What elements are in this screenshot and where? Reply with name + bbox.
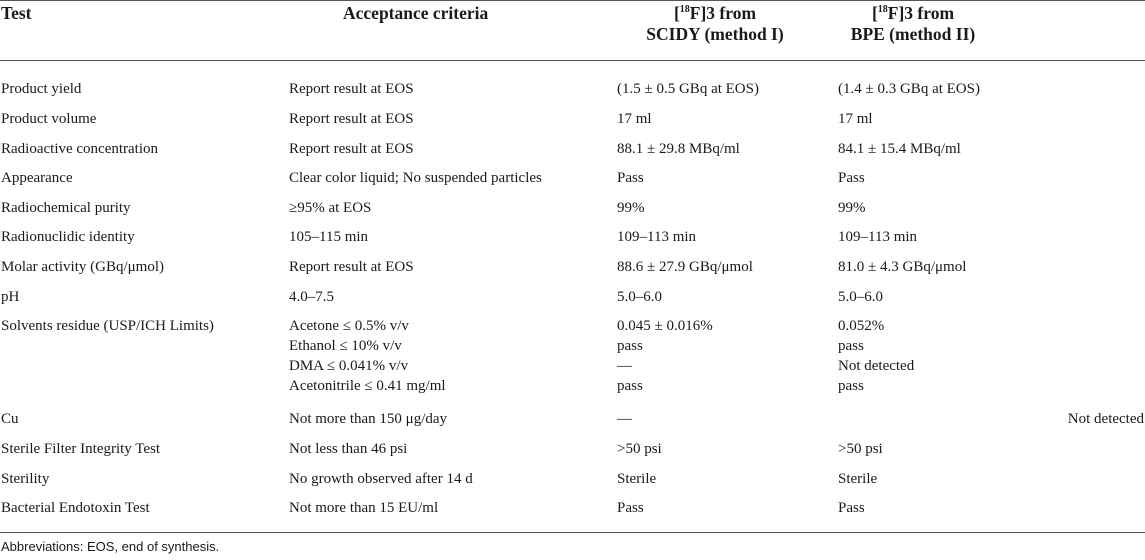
table-row-method2: Sterile xyxy=(838,471,878,487)
table-row-method1: 17 ml xyxy=(617,111,652,127)
solvents-line-criteria: Acetone ≤ 0.5% v/v xyxy=(289,318,409,334)
table-row-method1: 5.0–6.0 xyxy=(617,289,662,305)
cu-method1: — xyxy=(617,411,632,427)
table-row-method2: (1.4 ± 0.3 GBq at EOS) xyxy=(838,81,980,97)
top-rule xyxy=(0,0,1145,1)
table-row-method2: 84.1 ± 15.4 MBq/ml xyxy=(838,141,961,157)
header-rule xyxy=(0,60,1145,61)
table-row-test: Molar activity (GBq/μmol) xyxy=(1,259,165,275)
table-row-criteria: Not less than 46 psi xyxy=(289,441,408,457)
table-row-test: Radionuclidic identity xyxy=(1,229,135,245)
table-row-criteria: No growth observed after 14 d xyxy=(289,471,473,487)
table-row-method1: 88.1 ± 29.8 MBq/ml xyxy=(617,141,740,157)
table-row-method2: 109–113 min xyxy=(838,229,918,245)
table-row-method1: >50 psi xyxy=(617,441,662,457)
header-test: Test xyxy=(1,3,32,23)
table-row-method1: 99% xyxy=(617,200,645,216)
bottom-rule xyxy=(0,532,1145,533)
table-row-method1: (1.5 ± 0.5 GBq at EOS) xyxy=(617,81,759,97)
header-method1: [$^{18}$F]3 from SCIDY (method I) xyxy=(646,3,784,44)
solvents-line-criteria: DMA ≤ 0.041% v/v xyxy=(289,358,409,374)
table-row-method1: Pass xyxy=(617,170,644,186)
solvents-test: Solvents residue (USP/ICH Limits) xyxy=(1,318,214,334)
cu-test: Cu xyxy=(1,411,19,427)
table-row-criteria: Report result at EOS xyxy=(289,141,414,157)
table-row-test: Radioactive concentration xyxy=(1,141,159,157)
table-row-method1: 88.6 ± 27.9 GBq/μmol xyxy=(617,259,753,275)
table-row-method2: Pass xyxy=(838,500,865,516)
table-row-method2: Pass xyxy=(838,170,865,186)
cu-criteria: Not more than 150 μg/day xyxy=(289,411,448,427)
table-row-test: Appearance xyxy=(1,170,73,186)
table-row-criteria: Clear color liquid; No suspended particles xyxy=(289,170,542,186)
table-row-criteria: Report result at EOS xyxy=(289,259,414,275)
footnote: Abbreviations: EOS, end of synthesis. xyxy=(1,539,220,554)
header-method2: [$^{18}$F]3 from BPE (method II) xyxy=(850,3,976,44)
solvents-line-method1: 0.045 ± 0.016% xyxy=(617,318,713,334)
table-row-method2: 81.0 ± 4.3 GBq/μmol xyxy=(838,259,967,275)
solvents-line-method2: 0.052% xyxy=(838,318,885,334)
table-row-test: Product yield xyxy=(1,81,82,97)
solvents-line-method2: pass xyxy=(838,378,864,394)
table-row-criteria: Not more than 15 EU/ml xyxy=(289,500,439,516)
table-row-method2: 5.0–6.0 xyxy=(838,289,883,305)
table-row-criteria: Report result at EOS xyxy=(289,81,414,97)
table-row-test: Bacterial Endotoxin Test xyxy=(1,500,150,516)
table-row-method1: Sterile xyxy=(617,471,657,487)
table-row-test: Sterility xyxy=(1,471,50,487)
table-row-criteria: 4.0–7.5 xyxy=(289,289,334,305)
solvents-line-criteria: Acetonitrile ≤ 0.41 mg/ml xyxy=(289,378,446,394)
table-row-method1: Pass xyxy=(617,500,644,516)
table-row-test: Product volume xyxy=(1,111,97,127)
table-row-criteria: 105–115 min xyxy=(289,229,369,245)
cu-method2: Not detected xyxy=(1067,411,1144,427)
solvents-line-criteria: Ethanol ≤ 10% v/v xyxy=(289,338,402,354)
table-row-method1: 109–113 min xyxy=(617,229,697,245)
table-row-test: Sterile Filter Integrity Test xyxy=(1,441,161,457)
table-row-criteria: Report result at EOS xyxy=(289,111,414,127)
solvents-line-method2: pass xyxy=(838,338,864,354)
table-row-criteria: ≥95% at EOS xyxy=(289,200,372,216)
solvents-line-method2: Not detected xyxy=(838,358,915,374)
table-row-test: pH xyxy=(1,289,20,305)
table-row-method2: >50 psi xyxy=(838,441,883,457)
solvents-line-method1: — xyxy=(617,358,632,374)
table-row-test: Radiochemical purity xyxy=(1,200,131,216)
header-criteria: Acceptance criteria xyxy=(343,3,489,23)
solvents-line-method1: pass xyxy=(617,338,643,354)
table-row-method2: 17 ml xyxy=(838,111,873,127)
table-row-method2: 99% xyxy=(838,200,866,216)
solvents-line-method1: pass xyxy=(617,378,643,394)
